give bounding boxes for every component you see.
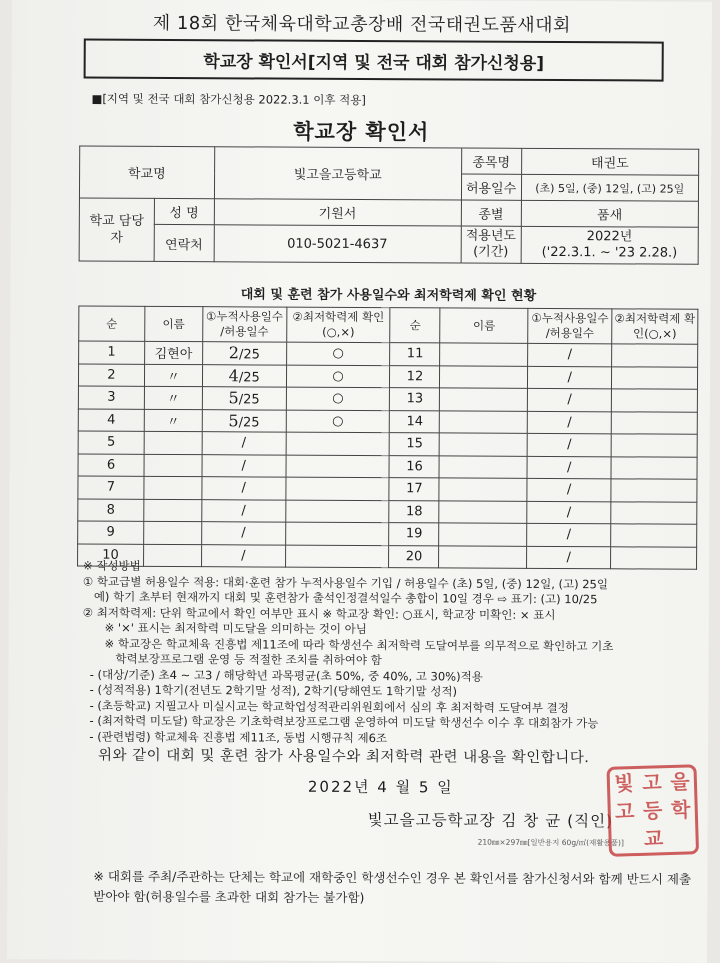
instruction-line: - (초등학교) 지필고사 미실시교는 학교학업성적관리위원회에서 심의 후 최저학력 도달여부 결정 <box>82 698 569 715</box>
year-range: ('22.3.1. ~ '23 2.28.) <box>541 244 678 261</box>
instructions <box>82 559 683 748</box>
handwritten-used-days: 4 <box>228 366 239 386</box>
allowed-days: /25 <box>238 415 260 431</box>
school-label: 학교명 <box>79 146 214 199</box>
document-title: 학교장 확인서 <box>293 119 430 145</box>
row-days <box>202 387 286 410</box>
official-seal: 빛 고 을 고 등 학 교 <box>606 764 699 857</box>
row-no: 1 <box>79 341 145 364</box>
allowed-days: / <box>241 525 246 541</box>
row-no: 5 <box>78 431 144 454</box>
row-min: ○ <box>286 410 390 433</box>
allowed-days: /25 <box>238 370 260 386</box>
header-days: ①누적사용일수 /허용일수 <box>202 307 286 342</box>
year-cell <box>521 226 699 264</box>
school-value: 빛고을고등학교 <box>214 147 461 200</box>
row-name <box>144 431 202 454</box>
instruction-line: ※ 작성방법 <box>82 558 141 573</box>
row-name-2 <box>440 433 528 456</box>
row-no-2: 18 <box>389 500 439 523</box>
footer-note: ※ 대회를 주최/주관하는 단체는 학교에 재학중인 학생선수인 경우 본 확인서를 참가신청서와 함께 반드시 제출받아야 함(허용일수를 초과한 대회 참가는 불가함) <box>93 868 692 906</box>
table-row <box>78 476 697 502</box>
row-days-2: / <box>528 366 612 389</box>
row-no-2: 17 <box>389 478 439 501</box>
row-min-2 <box>612 366 698 389</box>
row-name-2 <box>439 523 527 546</box>
row-no-2: 13 <box>390 388 440 411</box>
row-min: ○ <box>286 387 390 410</box>
row-name-2 <box>440 388 528 411</box>
row-name <box>144 476 202 499</box>
row-min-2 <box>611 434 697 457</box>
form-title-box: 학교장 확인서[지역 및 전국 대회 참가신청용] <box>84 39 664 82</box>
table-row <box>78 431 697 457</box>
table-row <box>78 386 697 412</box>
row-no-2: 19 <box>389 523 439 546</box>
type-value: 품새 <box>521 200 699 227</box>
row-days <box>202 409 286 432</box>
sport-label: 종목명 <box>461 148 521 174</box>
table-caption: 대회 및 훈련 참가 사용일수와 최저학력제 확인 현황 <box>240 287 537 304</box>
header-days-2: ①누적사용일수 /허용일수 <box>528 308 612 343</box>
allowed-days: / <box>241 435 247 451</box>
info-table <box>79 146 700 265</box>
row-min-2 <box>611 479 697 502</box>
year-value: 2022년 <box>586 229 633 245</box>
allowed-days: /25 <box>238 392 260 408</box>
row-days-2: / <box>527 411 611 434</box>
row-min <box>285 500 389 523</box>
table-row <box>78 521 697 547</box>
row-name-2 <box>439 478 527 501</box>
row-name <box>144 454 202 477</box>
row-name-2 <box>440 365 528 388</box>
handwritten-used-days: 5 <box>228 411 239 431</box>
principal-signature: 빛고을고등학교장 김 창 균 (직인) <box>367 811 614 831</box>
staff-label: 학교 담당자 <box>79 198 154 261</box>
row-days-2: / <box>528 388 612 411</box>
instruction-line: - (관련법령) 학교체육 진흥법 제11조, 동법 시행규칙 제6조 <box>82 729 388 745</box>
row-days-2: / <box>527 456 611 479</box>
row-name-2 <box>440 410 528 433</box>
header-name-2: 이름 <box>440 308 528 343</box>
allowed-days: / <box>241 458 247 474</box>
allowed-days: / <box>241 548 246 564</box>
row-name: 김현아 <box>144 341 202 364</box>
header-name: 이름 <box>145 306 203 341</box>
instruction-line: 예) 학기 초부터 현재까지 대회 및 훈련참가 출석인정결석일수 총합이 10일 경우 ⇨ 표기: (고) 10/25 <box>82 589 598 607</box>
table-row <box>79 341 698 367</box>
row-no-2: 15 <box>390 433 440 456</box>
instruction-line: ② 최저학력제: 단위 학교에서 확인 여부만 표시 ※ 학교장 확인: ○표시, 학교장 미확인: × 표시 <box>82 605 556 622</box>
row-min-2 <box>611 389 697 412</box>
row-name-2 <box>439 500 527 523</box>
row-name: 〃 <box>144 386 202 409</box>
row-name-2 <box>440 343 528 366</box>
row-days-2: / <box>527 546 611 569</box>
status-table <box>77 306 698 570</box>
row-min: ○ <box>286 365 390 388</box>
document-page <box>7 0 712 963</box>
row-days <box>202 342 286 365</box>
instruction-line: - (최저학력 미도달) 학교장은 기초학력보장프로그램 운영하여 미도달 학생선수 이수 후 대회참가 가능 <box>82 713 599 731</box>
row-no-2: 11 <box>390 343 440 366</box>
allow-value: (초) 5일, (중) 12일, (고) 25일 <box>521 174 699 201</box>
row-days <box>201 522 285 545</box>
instruction-line: ※ '×' 표시는 최저학력 미도달을 의미하는 것이 아님 <box>82 620 367 637</box>
allow-label: 허용일수 <box>461 174 521 200</box>
event-title: 제 18회 한국체육대학교총장배 전국태권도품새대회 <box>152 12 572 37</box>
row-min: ○ <box>286 342 390 365</box>
row-no-2: 16 <box>389 455 439 478</box>
contact-value: 010-5021-4637 <box>214 225 461 263</box>
row-name <box>144 499 202 522</box>
apply-note: ■[지역 및 전국 대회 참가신청용 2022.3.1 이후 적용] <box>91 91 366 108</box>
row-min <box>285 522 389 545</box>
row-days-2: / <box>527 478 611 501</box>
issue-date: 2022년 4 월 5 일 <box>307 777 454 797</box>
instruction-line: ※ 학교장은 학교체육 진흥법 제11조에 따라 학생선수 최저학력 도달여부를 의무적으로 확인하고 기초 <box>82 636 614 653</box>
row-days <box>202 432 286 455</box>
row-min-2 <box>612 344 698 367</box>
type-label: 종별 <box>461 200 521 226</box>
allowed-days: / <box>241 503 246 519</box>
instruction-line: - (성적적용) 1학기(전년도 2학기말 성적), 2학기(당해연도 1학기말 성적) <box>82 682 458 699</box>
row-days <box>202 364 286 387</box>
allowed-days: /25 <box>238 347 260 363</box>
row-min <box>286 432 390 455</box>
row-no: 9 <box>78 521 144 544</box>
row-min <box>286 455 390 478</box>
row-days-2: / <box>527 433 611 456</box>
header-min-2: ②최저학력제 확인(○,×) <box>612 309 698 344</box>
row-no: 6 <box>78 454 144 477</box>
row-min-2 <box>611 524 697 547</box>
row-no: 2 <box>78 364 144 387</box>
table-row <box>78 409 697 435</box>
name-label: 성 명 <box>154 198 214 224</box>
row-name <box>144 521 202 544</box>
row-name: 〃 <box>144 409 202 432</box>
row-days <box>202 454 286 477</box>
header-min: ②최저학력제 확인(○,×) <box>286 307 390 343</box>
row-name-2 <box>439 455 527 478</box>
handwritten-used-days: 2 <box>228 343 240 363</box>
row-no: 3 <box>78 386 144 409</box>
handwritten-used-days: 5 <box>228 388 239 408</box>
row-no: 10 <box>78 544 144 567</box>
row-no-2: 12 <box>390 365 440 388</box>
year-label: 적용년도 (기간) <box>461 226 521 263</box>
allowed-days: / <box>241 480 246 496</box>
row-min-2 <box>611 411 697 434</box>
table-row <box>78 454 697 480</box>
row-days-2: / <box>527 501 611 524</box>
instruction-line: ① 학교급별 허용일수 적용: 대회·훈련 참가 누적사용일수 기입 / 허용일수 (초) 5일, (중) 12일, (고) 25일 <box>82 574 609 591</box>
sport-value: 태권도 <box>521 148 699 175</box>
table-row <box>78 499 697 525</box>
row-no: 7 <box>78 476 144 499</box>
name-value: 기원서 <box>214 199 461 226</box>
instruction-line: 학력보장프로그램 운영 등 적절한 조치를 취하여야 함 <box>82 651 382 668</box>
table-row <box>78 364 697 390</box>
row-no: 4 <box>78 409 144 432</box>
contact-label: 연락처 <box>154 224 214 261</box>
row-min-2 <box>611 501 697 524</box>
row-days-2: / <box>527 523 611 546</box>
row-min <box>286 477 390 500</box>
row-no-2: 14 <box>390 410 440 433</box>
paper-spec: 210㎜×297㎜[일반용지 60g/㎡(재활용품)] <box>477 837 624 848</box>
row-no-2: 20 <box>389 545 439 568</box>
row-days <box>202 499 286 522</box>
header-no: 순 <box>79 306 145 341</box>
row-name: 〃 <box>144 364 202 387</box>
row-days <box>202 477 286 500</box>
confirm-statement: 위와 같이 대회 및 훈련 참가 사용일수와 최저학력 관련 내용을 확인합니다. <box>97 747 590 767</box>
header-no-2: 순 <box>390 308 440 343</box>
row-days-2: / <box>528 343 612 366</box>
instruction-line: - (대상/기준) 초4 ~ 고3 / 해당학년 과목평균(초 50%, 중 40%, 고 30%)적용 <box>82 667 483 684</box>
row-min-2 <box>611 456 697 479</box>
row-no: 8 <box>78 499 144 522</box>
